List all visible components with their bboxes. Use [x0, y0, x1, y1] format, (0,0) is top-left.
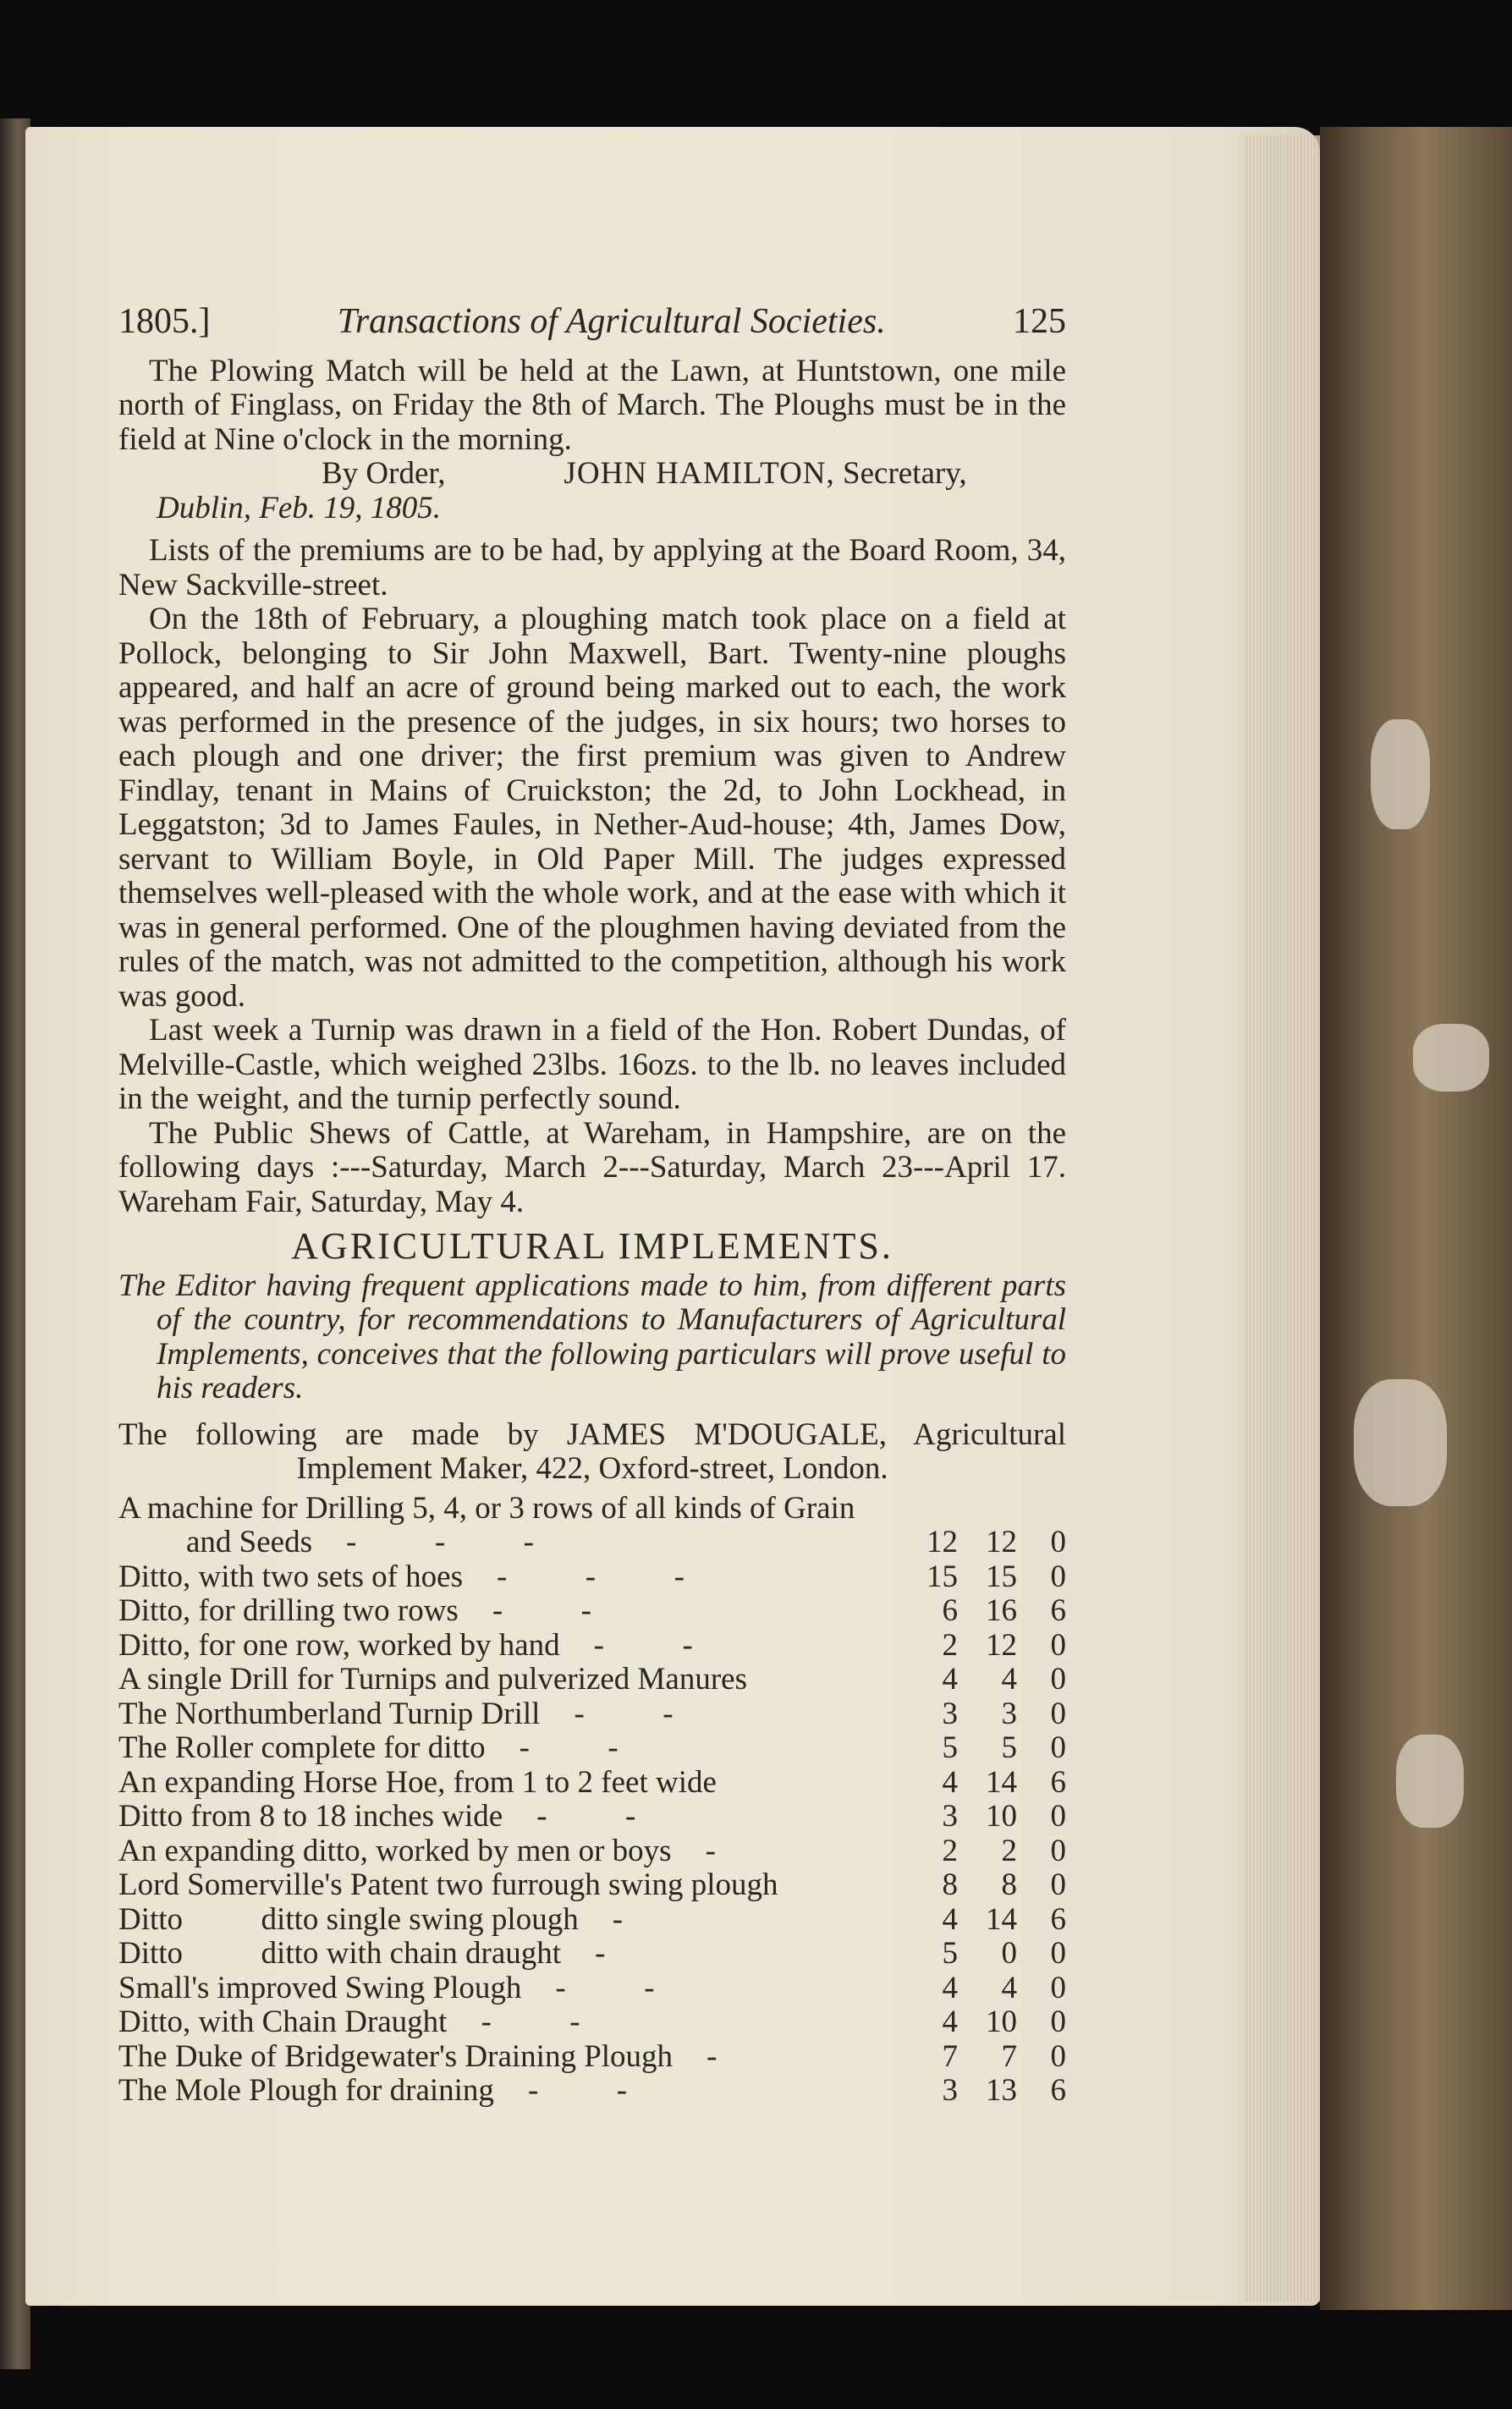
item-name	[118, 1731, 914, 1766]
price-list-row	[118, 1697, 1066, 1732]
price-shillings: 10	[986, 1799, 1017, 1834]
item-name	[118, 1800, 914, 1834]
item-label: An expanding Horse Hoe, from 1 to 2 feet wide	[118, 1765, 717, 1800]
price-pounds: 7	[942, 2038, 958, 2074]
page-number: 125	[1013, 302, 1066, 341]
item-label: The Duke of Bridgewater's Draining Plough	[118, 2039, 674, 2074]
leader-dashes: - -	[481, 2005, 580, 2039]
price-list-row	[118, 1937, 1066, 1972]
leader-dashes: - -	[527, 2074, 628, 2108]
price-list	[118, 1492, 1066, 2109]
price-pence: 0	[1050, 1799, 1066, 1834]
price-pounds: 5	[942, 1730, 958, 1765]
price-shillings: 12	[986, 1627, 1017, 1663]
header-year: 1805.]	[118, 302, 211, 341]
price-shillings: 10	[986, 2005, 1017, 2039]
price-shillings: 14	[986, 1764, 1017, 1800]
item-name	[118, 1560, 914, 1595]
leader-dashes: - -	[519, 1731, 619, 1765]
item-name	[118, 1834, 914, 1869]
price-pounds: 3	[942, 2073, 958, 2108]
leader-dashes: - -	[593, 1628, 693, 1663]
price-shillings: 3	[1001, 1696, 1017, 1731]
cover-wear-mark	[1371, 719, 1430, 829]
price-shillings: 4	[1001, 1970, 1017, 2005]
price-list-row	[118, 1629, 1066, 1664]
item-label: Ditto, with Chain Draught	[118, 2005, 448, 2039]
price-list-row	[118, 1903, 1066, 1938]
paragraph-cattle-shews: The Public Shews of Cattle, at Wareham, in Hampshire, are on the following days :---Saturday, March 2---Saturday, March 23---April 17. Wareham Fair, Saturday, May 4.	[118, 1115, 1066, 1219]
price-list-row	[118, 1834, 1066, 1869]
item-name	[118, 1594, 914, 1629]
price-pounds: 4	[942, 1662, 958, 1697]
price-pounds: 2	[942, 1627, 958, 1663]
item-name	[118, 1868, 914, 1903]
item-label: Ditto, for drilling two rows	[118, 1594, 459, 1628]
price-shillings: 4	[1001, 1662, 1017, 1697]
leader-dashes: - - -	[346, 1526, 534, 1559]
price-pounds: 4	[942, 1901, 958, 1937]
item-label: Ditto, with two sets of hoes	[118, 1559, 463, 1594]
item-name	[118, 2040, 914, 2075]
price-pence: 0	[1050, 1662, 1066, 1697]
price-list-row	[118, 2005, 1066, 2040]
price-list-row	[118, 2040, 1066, 2075]
price-shillings: 7	[1001, 2038, 1017, 2074]
price-pence: 0	[1050, 1627, 1066, 1663]
plowing-match-notice: The Plowing Match will be held at the Lawn, at Huntstown, one mile north of Finglass, on Friday the 8th of March. The Ploughs must be in the field at Nine o'clock in the morning.	[118, 353, 1066, 457]
paragraph-turnip: Last week a Turnip was drawn in a field of the Hon. Robert Dundas, of Melville-Castle, which weighed 23lbs. 16ozs. to the lb. no leaves included in the weight, and the turnip perfectly sound.	[118, 1013, 1066, 1116]
leader-dashes: - -	[536, 1800, 636, 1834]
leader-dashes: - -	[574, 1697, 674, 1731]
price-pounds: 8	[942, 1867, 958, 1902]
leader-dashes: - - -	[496, 1559, 685, 1594]
price-list-row	[118, 1731, 1066, 1766]
price-pence: 0	[1050, 1936, 1066, 1971]
item-name	[118, 1526, 914, 1560]
maker-intro-line2: Implement Maker, 422, Oxford-street, London.	[296, 1451, 888, 1486]
leader-dashes: -	[705, 1834, 716, 1868]
item-label: Ditto from 8 to 18 inches wide	[118, 1800, 503, 1834]
price-shillings: 15	[986, 1559, 1017, 1594]
leader-dashes: - -	[555, 1971, 655, 2005]
item-name	[118, 1663, 914, 1697]
header-title: Transactions of Agricultural Societies.	[337, 302, 886, 341]
price-list-row	[118, 1868, 1066, 1903]
price-pounds: 15	[926, 1559, 958, 1594]
price-pounds: 4	[942, 2005, 958, 2039]
price-list-row	[118, 1800, 1066, 1834]
signature-line	[118, 457, 1066, 492]
cover-wear-mark	[1354, 1379, 1447, 1506]
section-heading: AGRICULTURAL IMPLEMENTS.	[291, 1225, 893, 1267]
item-name	[118, 1937, 914, 1972]
price-list-first-line	[118, 1492, 1066, 1526]
cover-wear-mark	[1396, 1735, 1464, 1828]
signatory-name: JOHN HAMILTON,	[564, 456, 835, 491]
item-label: Small's improved Swing Plough	[118, 1971, 522, 2005]
price-shillings: 5	[1001, 1730, 1017, 1765]
price-pounds: 4	[942, 1764, 958, 1800]
leader-dashes: -	[707, 2039, 718, 2074]
dateline: Dublin, Feb. 19, 1805.	[157, 490, 442, 525]
price-pence: 6	[1050, 1593, 1066, 1628]
leader-dashes: -	[595, 1937, 606, 1971]
price-shillings: 12	[986, 1525, 1017, 1559]
editor-note: The Editor having frequent applications made to him, from different parts of the country, for recommendations to Manufacturers of Agricultural Implements, conceives that the following particulars will prove useful to his readers.	[118, 1268, 1066, 1405]
price-pence: 0	[1050, 1730, 1066, 1765]
item-label: Ditto ditto single swing plough	[118, 1902, 579, 1937]
leader-dashes: - -	[492, 1594, 591, 1628]
price-pence: 0	[1050, 1525, 1066, 1559]
price-pounds: 12	[926, 1525, 958, 1559]
item-name	[118, 1629, 914, 1664]
price-pence: 6	[1050, 1764, 1066, 1800]
price-pounds: 3	[942, 1696, 958, 1731]
item-name	[118, 1903, 914, 1938]
page-text	[118, 302, 1066, 2109]
price-pence: 6	[1050, 2073, 1066, 2108]
leader-dashes	[747, 1663, 781, 1697]
running-header	[118, 302, 1066, 341]
price-pounds: 4	[942, 1970, 958, 2005]
item-label: Lord Somerville's Patent two furrough swing plough	[118, 1868, 778, 1902]
maker-intro	[118, 1418, 1066, 1487]
price-list-row	[118, 1972, 1066, 2006]
item-name: A machine for Drilling 5, 4, or 3 rows of all kinds of Grain	[118, 1491, 855, 1526]
price-list-row	[118, 2074, 1066, 2109]
page-edges	[1244, 135, 1320, 2302]
item-label: Ditto ditto with chain draught	[118, 1937, 562, 1971]
by-order: By Order,	[322, 456, 446, 491]
price-shillings: 13	[986, 2073, 1017, 2108]
item-name	[118, 2005, 914, 2040]
item-label: The Roller complete for ditto	[118, 1731, 486, 1765]
price-pounds: 6	[942, 1593, 958, 1628]
signatory-title: Secretary,	[843, 456, 967, 491]
price-pence: 0	[1050, 1696, 1066, 1731]
cover-wear-mark	[1413, 1024, 1489, 1092]
price-shillings: 14	[986, 1901, 1017, 1937]
price-pence: 0	[1050, 1559, 1066, 1594]
price-pounds: 3	[942, 1799, 958, 1834]
price-pence: 0	[1050, 1970, 1066, 2005]
leader-dashes	[778, 1868, 811, 1902]
price-list-row	[118, 1594, 1066, 1629]
item-label: and Seeds	[186, 1526, 312, 1559]
item-name	[118, 1697, 914, 1732]
price-pence: 6	[1050, 1901, 1066, 1937]
item-label: The Northumberland Turnip Drill	[118, 1697, 541, 1731]
price-pence: 0	[1050, 1833, 1066, 1868]
item-name	[118, 1766, 914, 1801]
price-shillings: 2	[1001, 1833, 1017, 1868]
price-pence: 0	[1050, 1867, 1066, 1902]
item-label: The Mole Plough for draining	[118, 2074, 494, 2108]
price-list-row	[118, 1560, 1066, 1595]
paragraph-premiums: Lists of the premiums are to be had, by applying at the Board Room, 34, New Sackville-street.	[118, 533, 1066, 602]
price-shillings: 16	[986, 1593, 1017, 1628]
price-shillings: 0	[1001, 1936, 1017, 1971]
item-label: A single Drill for Turnips and pulverized Manures	[118, 1663, 747, 1697]
price-pounds: 2	[942, 1833, 958, 1868]
item-name	[118, 1972, 914, 2006]
maker-intro-line1: The following are made by JAMES M'DOUGALE, Agricultural	[118, 1416, 1066, 1452]
price-list-row	[118, 1663, 1066, 1697]
price-pence: 0	[1050, 2038, 1066, 2074]
item-label: An expanding ditto, worked by men or boys	[118, 1834, 672, 1868]
item-name	[118, 2074, 914, 2109]
item-label: Ditto, for one row, worked by hand	[118, 1628, 560, 1663]
leader-dashes	[717, 1766, 751, 1800]
price-pounds: 5	[942, 1936, 958, 1971]
price-pence: 0	[1050, 2005, 1066, 2039]
paragraph-ploughing-match: On the 18th of February, a ploughing match took place on a field at Pollock, belonging to Sir John Maxwell, Bart. Twenty-nine ploughs appeared, and half an acre of ground being marked out to each, the work was performed in the presence of the judges, in six hours; two horses to each plough and one driver; the first premium was given to Andrew Findlay, tenant in Mains of Cruickston; the 2d, to John Lockhead, in Leggatston; 3d to James Faules, in Nether-Aud-house; 4th, James Dow, servant to William Boyle, in Old Paper Mill. The judges expressed themselves well-pleased with the whole work, and at the ease with which it was in general performed. One of the ploughmen having deviated from the rules of the match, was not admitted to the competition, although his work was good.	[118, 602, 1066, 1014]
leader-dashes: -	[612, 1902, 624, 1937]
book-cover-edge	[1320, 127, 1512, 2310]
price-list-row	[118, 1766, 1066, 1801]
price-shillings: 8	[1001, 1867, 1017, 1902]
price-list-row	[118, 1526, 1066, 1560]
